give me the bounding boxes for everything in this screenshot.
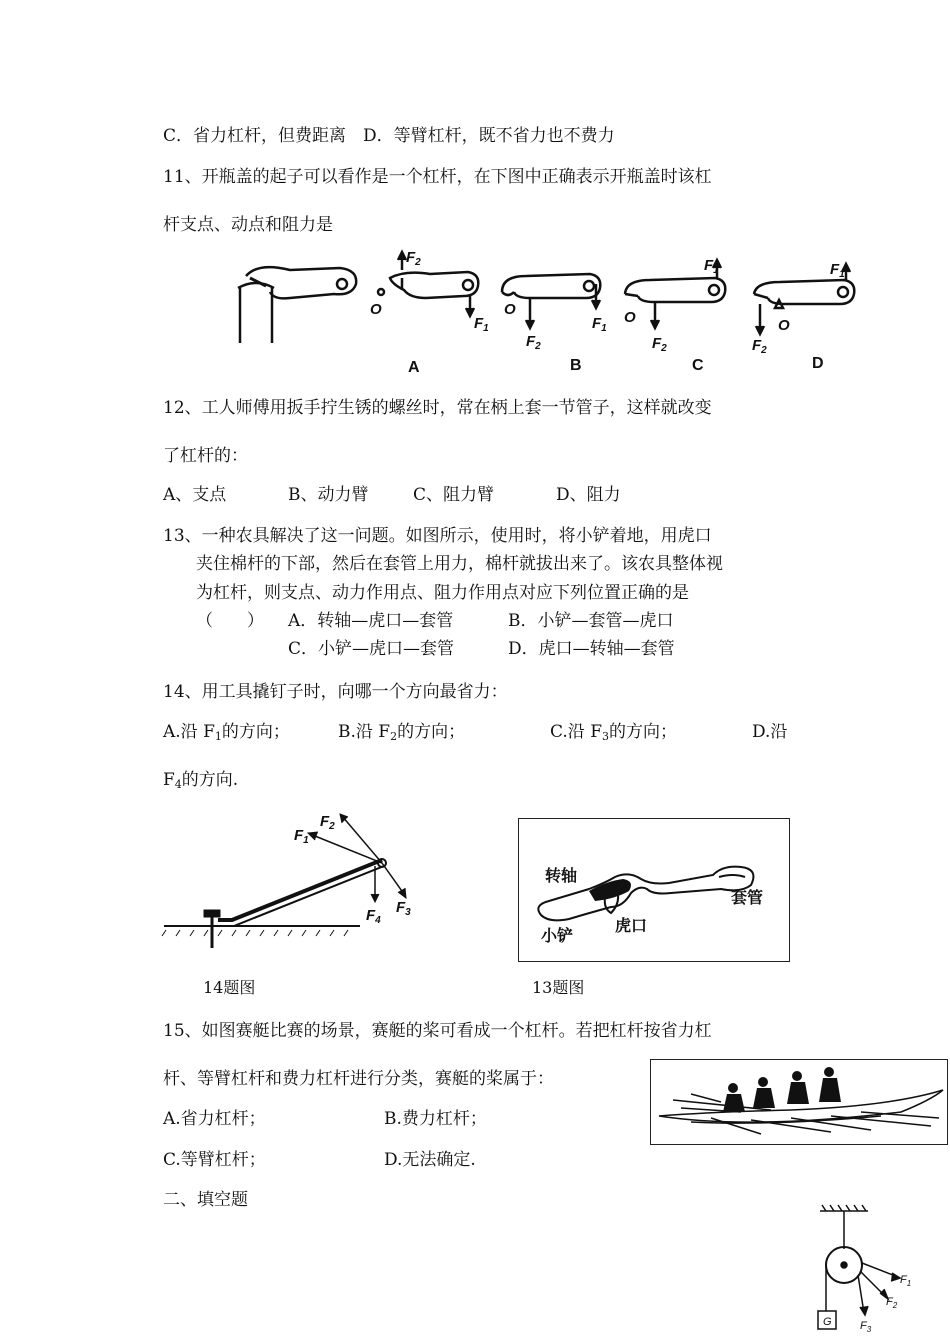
- label-g: G: [823, 1316, 832, 1328]
- q14-crowbar-figure: [160, 808, 450, 968]
- q15-option-c: C.等臂杠杆；: [163, 1150, 266, 1170]
- q15-option-d: D.无法确定.: [384, 1150, 476, 1170]
- pulley-figure: [800, 1203, 930, 1340]
- q14-figure-caption: 14题图: [203, 978, 256, 997]
- label-axis: 转轴: [545, 868, 578, 885]
- q14-option-d: D.沿: [752, 722, 788, 742]
- label-f1-a: $F_1$: [474, 315, 489, 334]
- opener-diagram-b: [502, 274, 600, 328]
- q14-option-a: A.沿 $F_1$的方向；: [163, 722, 290, 743]
- q13-figure-frame: [518, 818, 790, 962]
- label-f2-a: $F_2$: [406, 249, 421, 268]
- q13-stem-line2: 夹住棉杆的下部，然后在套管上用力，棉杆就拔出来了。该农具整体视: [196, 554, 723, 574]
- q13-stem-line3: 为杠杆，则支点、动力作用点、阻力作用点对应下列位置正确的是: [196, 583, 689, 603]
- q13-figure-caption: 13题图: [532, 978, 585, 997]
- label-f3: $F_3$: [396, 899, 411, 918]
- label-shovel: 小铲: [541, 928, 574, 945]
- label-sleeve: 套管: [731, 890, 764, 907]
- label-o-d: O: [778, 317, 790, 334]
- q12-option-a: A、支点: [163, 485, 227, 505]
- q15-stem-line2: 杆、等臂杠杆和费力杠杆进行分类，赛艇的桨属于：: [163, 1069, 554, 1089]
- q13-option-a: A．转轴—虎口—套管: [288, 611, 454, 631]
- q12-stem-line2: 了杠杆的：: [163, 446, 248, 466]
- q13-stem-line1: 13、一种农具解决了这一问题。如图所示，使用时，将小铲着地，用虎口: [163, 526, 712, 546]
- label-o-a: O: [370, 301, 382, 318]
- label-pulley-f2: $F_2$: [886, 1296, 898, 1310]
- label-o-b: O: [504, 301, 516, 318]
- q12-option-b: B、动力臂: [288, 485, 369, 505]
- label-o-c: O: [624, 309, 636, 326]
- q11-stem-line2: 杆支点、动点和阻力是: [163, 215, 333, 235]
- rowing-boat-picture: [650, 1059, 948, 1145]
- q11-bottle-opener-figure: [230, 248, 870, 378]
- label-f1-b: $F_1$: [592, 315, 607, 334]
- q13-option-b: B．小铲—套管—虎口: [508, 611, 674, 631]
- q12-option-c: C、阻力臂: [413, 485, 495, 505]
- q15-option-a: A.省力杠杆；: [163, 1109, 266, 1129]
- label-f2-b: $F_2$: [526, 333, 541, 352]
- q10-options-cd: C．省力杠杆，但费距离 D．等臂杠杆，既不省力也不费力: [163, 126, 615, 146]
- q14-stem: 14、用工具撬钉子时，向哪一个方向最省力：: [163, 682, 508, 702]
- label-f2: $F_2$: [320, 813, 335, 832]
- q14-option-d-cont: $F_4$的方向.: [163, 770, 239, 791]
- q13-option-c: C．小铲—虎口—套管: [288, 639, 455, 659]
- label-pulley-f1: $F_1$: [900, 1274, 912, 1288]
- option-label-c: C: [692, 357, 704, 374]
- q13-answer-paren: （ ）: [196, 611, 264, 631]
- q15-option-b: B.费力杠杆；: [384, 1109, 487, 1129]
- bottle-opener-on-bottle: [238, 267, 356, 343]
- section-fill-in-heading: 二、填空题: [163, 1190, 248, 1210]
- label-f2-d: $F_2$: [752, 337, 767, 356]
- q15-stem-line1: 15、如图赛艇比赛的场景，赛艇的桨可看成一个杠杆。若把杠杆按省力杠: [163, 1021, 712, 1041]
- q12-option-d: D、阻力: [556, 485, 621, 505]
- label-f4: $F_4$: [366, 907, 381, 926]
- label-pulley-f3: $F_3$: [860, 1320, 872, 1334]
- option-label-d: D: [812, 355, 824, 372]
- q13-farm-tool-figure: [519, 819, 789, 961]
- q14-option-b: B.沿 $F_2$的方向；: [338, 722, 466, 743]
- q12-stem-line1: 12、工人师傅用扳手拧生锈的螺丝时，常在柄上套一节管子，这样就改变: [163, 398, 712, 418]
- label-f1: $F_1$: [294, 827, 309, 846]
- label-jaw: 虎口: [615, 918, 648, 935]
- q13-option-d: D．虎口—转轴—套管: [508, 639, 675, 659]
- q11-stem-line1: 11、开瓶盖的起子可以看作是一个杠杆，在下图中正确表示开瓶盖时该杠: [163, 167, 712, 187]
- label-f2-c: $F_2$: [652, 335, 667, 354]
- label-f1-d: $F_1$: [830, 261, 845, 280]
- label-f1-c: $F_1$: [704, 257, 719, 276]
- option-label-a: A: [408, 359, 420, 376]
- option-label-b: B: [570, 357, 582, 374]
- opener-diagram-a: [378, 252, 478, 316]
- q14-option-c: C.沿 $F_3$的方向；: [550, 722, 678, 743]
